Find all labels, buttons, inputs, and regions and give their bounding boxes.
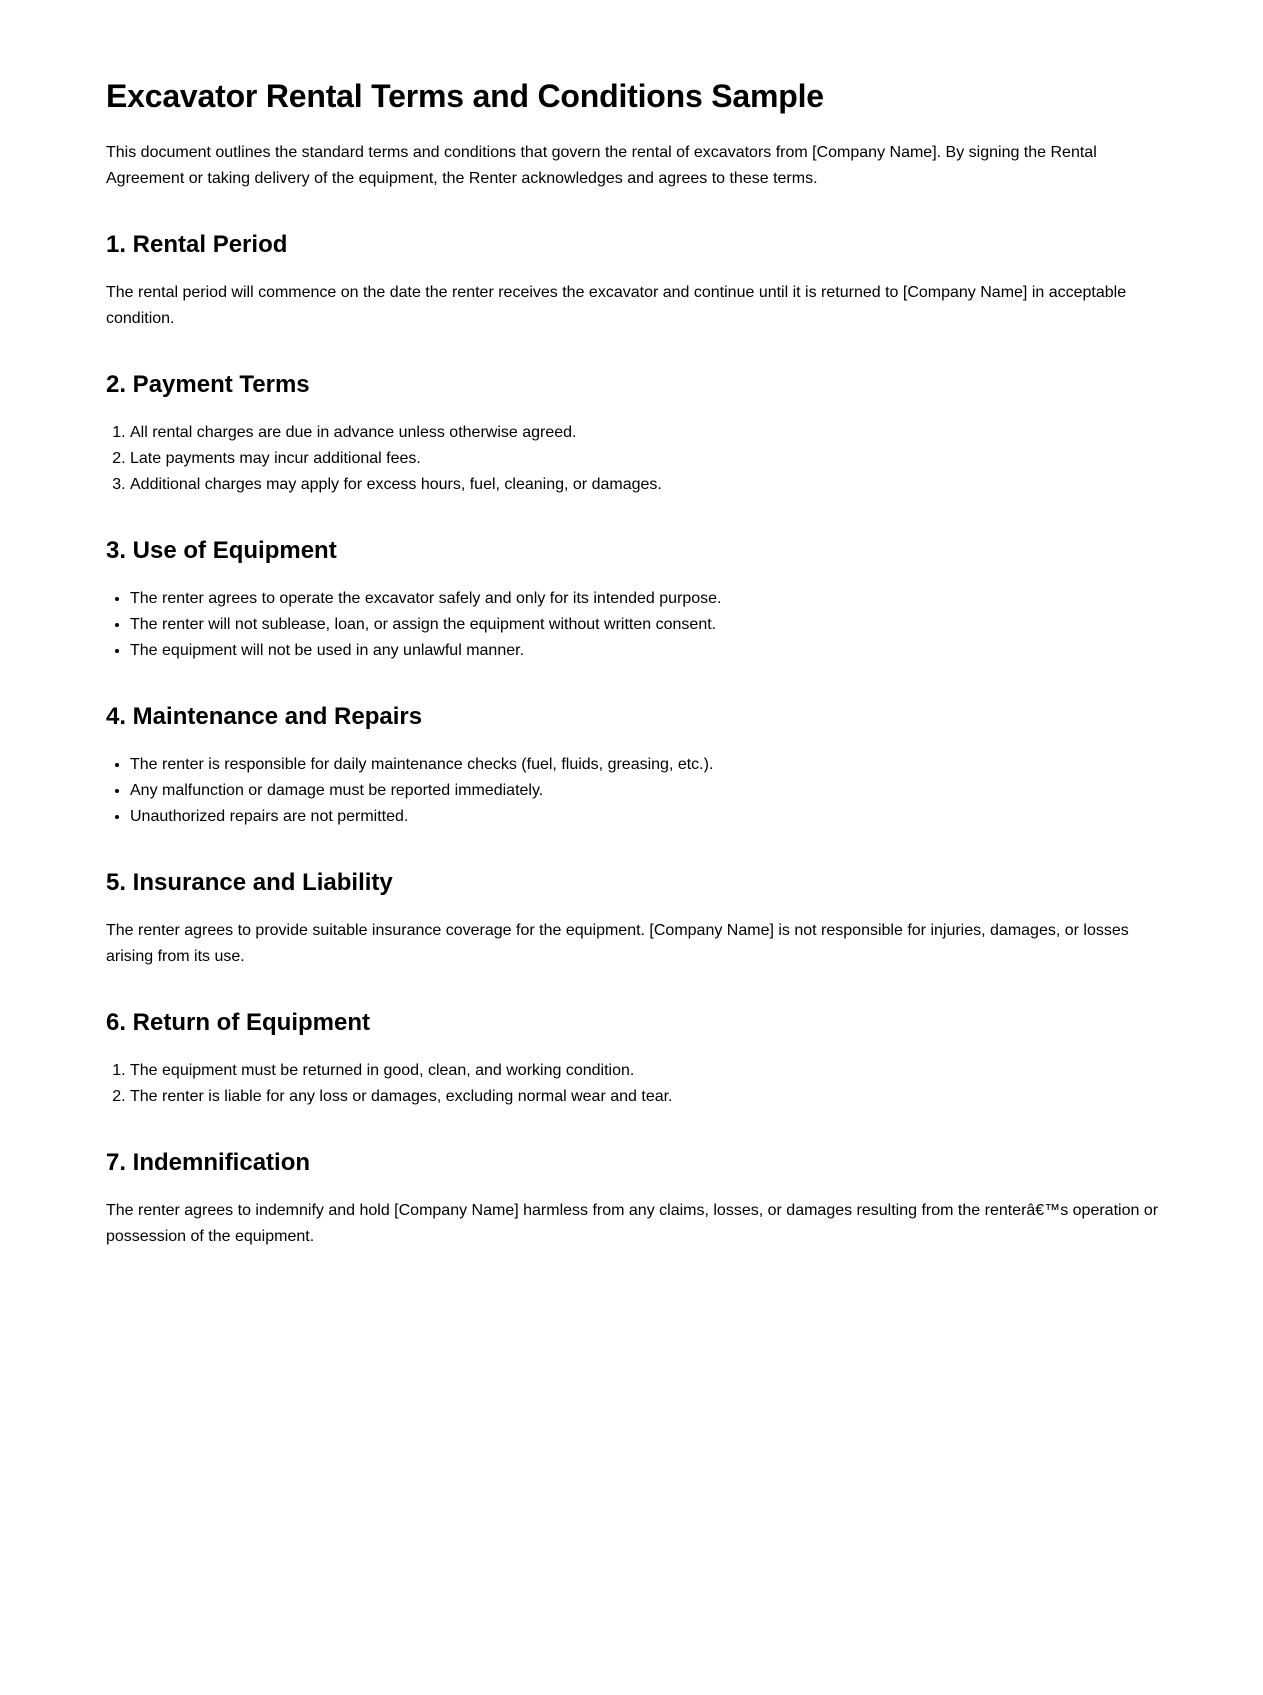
section-return-of-equipment xyxy=(106,1008,1175,1110)
section-use-of-equipment xyxy=(106,536,1175,664)
list-item: • The renter agrees to operate the excavator safely and only for its intended purpose. xyxy=(130,586,1175,612)
section-heading: 2. Payment Terms xyxy=(106,371,310,398)
section-indemnification xyxy=(106,1148,1175,1250)
intro-paragraph: This document outlines the standard terms and conditions that govern the rental of excavators from [Company Name]. By signing the Rental Agreement or taking delivery of the equipment, the Renter acknowledges and agrees to these terms. xyxy=(106,144,1097,187)
section-heading: 3. Use of Equipment xyxy=(106,537,337,564)
list-item: 2. The renter is liable for any loss or damages, excluding normal wear and tear. xyxy=(130,1084,1175,1110)
section-heading: 6. Return of Equipment xyxy=(106,1009,370,1036)
section-rental-period xyxy=(106,230,1175,332)
section-maintenance-and-repairs xyxy=(106,702,1175,830)
ordered-list xyxy=(106,1058,1175,1110)
list-item: 3. Additional charges may apply for excess hours, fuel, cleaning, or damages. xyxy=(130,472,1175,498)
list-item: • Any malfunction or damage must be reported immediately. xyxy=(130,778,1175,804)
bullet-list xyxy=(106,586,1175,664)
bullet-list xyxy=(106,752,1175,830)
section-heading: 4. Maintenance and Repairs xyxy=(106,703,423,730)
section-insurance-and-liability xyxy=(106,868,1175,970)
section-heading: 7. Indemnification xyxy=(106,1149,311,1176)
ordered-list xyxy=(106,420,1175,498)
list-item: 1. All rental charges are due in advance unless otherwise agreed. xyxy=(130,420,1175,446)
list-item: • The equipment will not be used in any unlawful manner. xyxy=(130,638,1175,664)
list-item: • The renter is responsible for daily maintenance checks (fuel, fluids, greasing, etc.). xyxy=(130,752,1175,778)
section-payment-terms xyxy=(106,370,1175,498)
section-heading: 5. Insurance and Liability xyxy=(106,869,393,896)
section-paragraph: The renter agrees to provide suitable insurance coverage for the equipment. [Company Name] is not responsible for injuries, damages, or losses arising from its use. xyxy=(106,922,1129,965)
list-item: 2. Late payments may incur additional fees. xyxy=(130,446,1175,472)
section-paragraph: The rental period will commence on the date the renter receives the excavator and continue until it is returned to [Company Name] in acceptable condition. xyxy=(106,284,1127,327)
list-item: • Unauthorized repairs are not permitted. xyxy=(130,804,1175,830)
list-item: 1. The equipment must be returned in good, clean, and working condition. xyxy=(130,1058,1175,1084)
section-paragraph: The renter agrees to indemnify and hold [Company Name] harmless from any claims, losses, or damages resulting from the renterâ€™s operation or possession of the equipment. xyxy=(106,1202,1159,1245)
document-title: Excavator Rental Terms and Conditions Sample xyxy=(106,78,824,114)
list-item: • The renter will not sublease, loan, or assign the equipment without written consent. xyxy=(130,612,1175,638)
section-heading: 1. Rental Period xyxy=(106,231,288,258)
